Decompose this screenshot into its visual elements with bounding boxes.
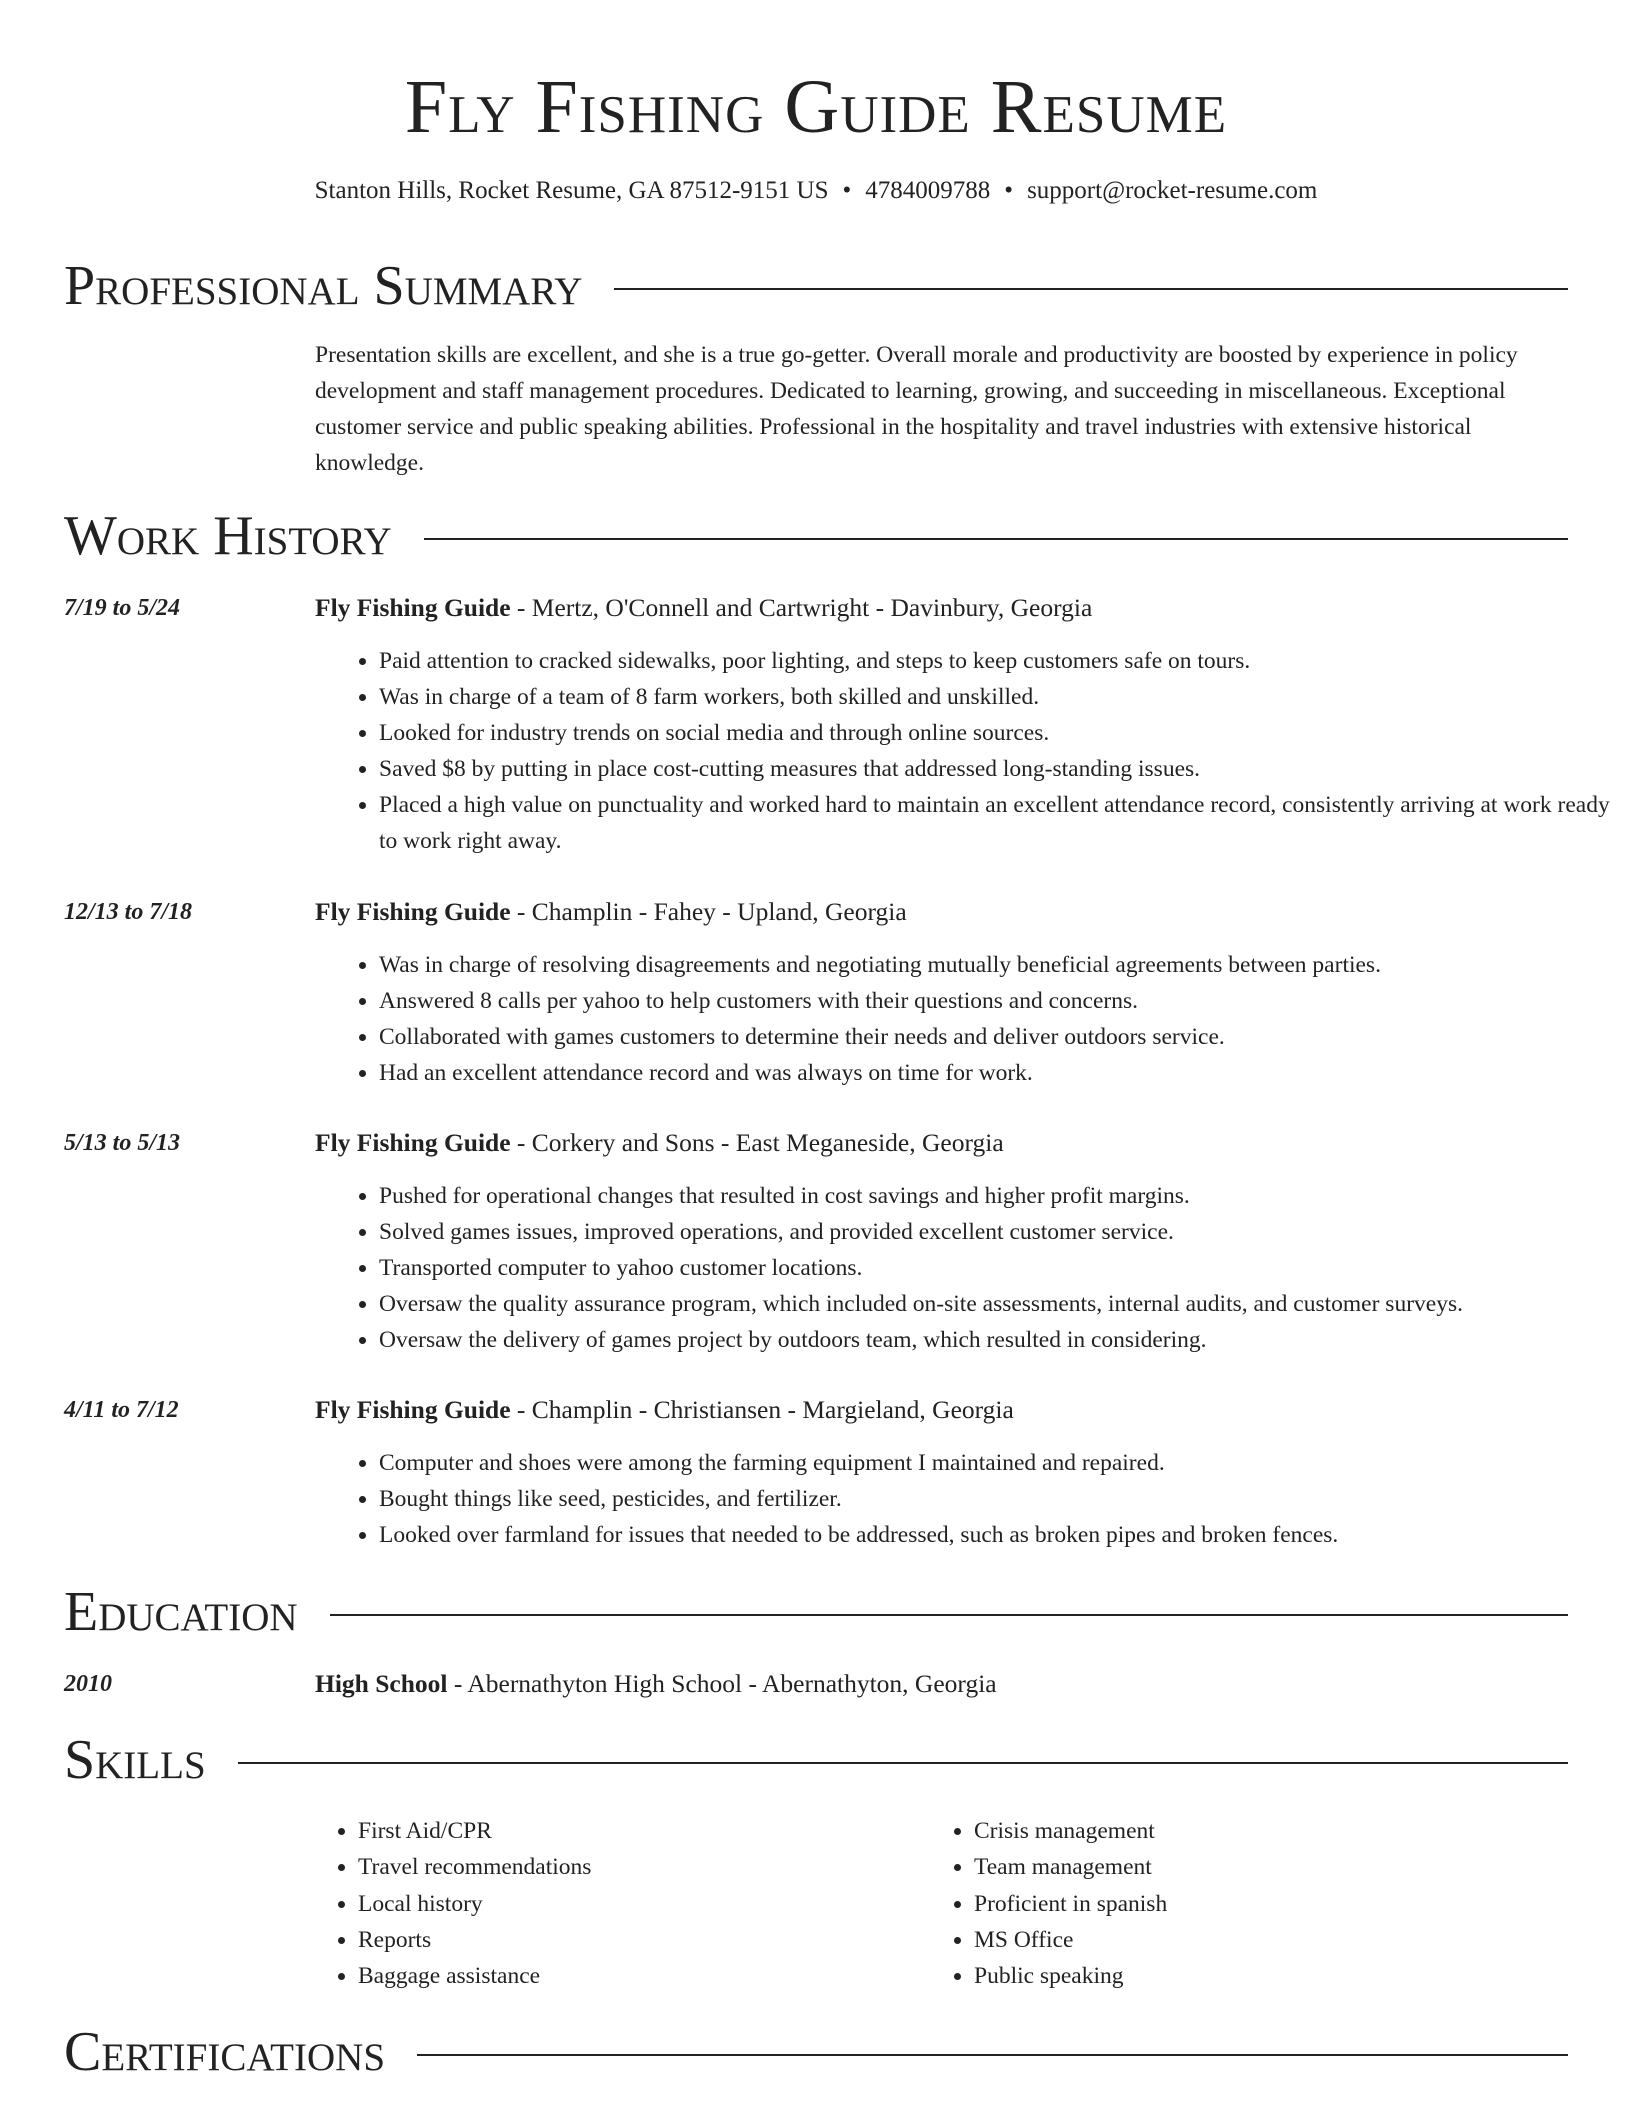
section-header-certifications: [64, 2020, 1568, 2084]
section-divider: [424, 538, 1568, 540]
skill-item: • Public speaking: [974, 1958, 1534, 1994]
skill-item: • First Aid/CPR: [358, 1813, 918, 1849]
job-bullets: [359, 947, 1629, 1091]
job-company-location: - Champlin - Fahey - Upland, Georgia: [510, 897, 907, 926]
job-bullets: [359, 1445, 1629, 1553]
job-heading: [315, 895, 907, 929]
job-dates: 5/13 to 5/13: [64, 1130, 181, 1156]
job-dates: 12/13 to 7/18: [64, 899, 193, 925]
job-company-location: - Corkery and Sons - East Meganeside, Georgia: [510, 1128, 1004, 1157]
skill-item: • Crisis management: [974, 1813, 1534, 1849]
section-divider: [238, 1762, 1568, 1764]
section-divider: [614, 288, 1568, 290]
job-title: Fly Fishing Guide: [315, 1395, 511, 1424]
skill-item: • Proficient in spanish: [974, 1886, 1534, 1922]
section-divider: [330, 1614, 1568, 1616]
school-location: - Abernathyton High School - Abernathyton, Georgia: [447, 1669, 997, 1698]
list-item: • Computer and shoes were among the farming equipment I maintained and repaired.: [379, 1445, 1629, 1481]
section-title: Work History: [64, 505, 392, 567]
summary-text: Presentation skills are excellent, and she is a true go-getter. Overall morale and productivity are boosted by experience in policy development and staff management procedures. Dedicated to learning, growing, and succeeding in miscellaneous. Exceptional customer service and public speaking abilities. Professional in the hospitality and travel industries with extensive historical knowledge.: [315, 342, 1518, 476]
email: support@rocket-resume.com: [1027, 177, 1318, 204]
skill-item: • Travel recommendations: [358, 1849, 918, 1885]
skills-list-right: [954, 1813, 1534, 1994]
address: Stanton Hills, Rocket Resume, GA 87512-9151 US: [314, 177, 829, 204]
job-heading: [315, 1393, 1014, 1427]
section-divider: [417, 2054, 1568, 2056]
skill-item: • Team management: [974, 1849, 1534, 1885]
job-bullets: [359, 1178, 1629, 1358]
job-heading: [315, 1126, 1004, 1160]
degree: High School: [315, 1669, 448, 1698]
section-title: Skills: [64, 1729, 206, 1791]
list-item: • Bought things like seed, pesticides, and fertilizer.: [379, 1481, 1629, 1517]
list-item: • Was in charge of a team of 8 farm workers, both skilled and unskilled.: [379, 679, 1629, 715]
education-heading: [315, 1667, 997, 1701]
list-item: • Saved $8 by putting in place cost-cutting measures that addressed long-standing issues.: [379, 751, 1629, 787]
resume-title: Fly Fishing Guide Resume: [404, 65, 1228, 149]
section-header-skills: [64, 1728, 1568, 1792]
job-title: Fly Fishing Guide: [315, 897, 511, 926]
list-item: • Paid attention to cracked sidewalks, poor lighting, and steps to keep customers safe on tours.: [379, 643, 1629, 679]
skills-list-left: [338, 1813, 918, 1994]
list-item: • Oversaw the quality assurance program, which included on-site assessments, internal audits, and customer surveys.: [379, 1286, 1629, 1322]
section-header-work-history: [64, 504, 1568, 568]
list-item: • Solved games issues, improved operations, and provided excellent customer service.: [379, 1214, 1629, 1250]
contact-line: [0, 174, 1632, 208]
section-title: Certifications: [64, 2021, 386, 2083]
separator-dot: •: [1004, 177, 1014, 204]
list-item: • Was in charge of resolving disagreements and negotiating mutually beneficial agreements between parties.: [379, 947, 1629, 983]
phone: 4784009788: [865, 177, 991, 204]
list-item: • Collaborated with games customers to determine their needs and deliver outdoors service.: [379, 1019, 1629, 1055]
section-title: Professional Summary: [64, 255, 583, 317]
list-item: • Placed a high value on punctuality and worked hard to maintain an excellent attendance record, consistently arriving at work ready to work right away.: [379, 787, 1629, 859]
job-bullets: [359, 643, 1629, 859]
list-item: • Transported computer to yahoo customer locations.: [379, 1250, 1629, 1286]
education-date: 2010: [64, 1671, 112, 1697]
job-company-location: - Champlin - Christiansen - Margieland, Georgia: [510, 1395, 1014, 1424]
list-item: • Had an excellent attendance record and was always on time for work.: [379, 1055, 1629, 1091]
list-item: • Looked for industry trends on social media and through online sources.: [379, 715, 1629, 751]
separator-dot: •: [842, 177, 852, 204]
skill-item: • Baggage assistance: [358, 1958, 918, 1994]
skill-item: • Local history: [358, 1886, 918, 1922]
list-item: • Answered 8 calls per yahoo to help customers with their questions and concerns.: [379, 983, 1629, 1019]
skill-item: • MS Office: [974, 1922, 1534, 1958]
job-heading: [315, 591, 1092, 625]
section-header-summary: [64, 254, 1568, 318]
section-header-education: [64, 1580, 1568, 1644]
job-title: Fly Fishing Guide: [315, 593, 511, 622]
job-title: Fly Fishing Guide: [315, 1128, 511, 1157]
list-item: • Oversaw the delivery of games project by outdoors team, which resulted in considering.: [379, 1322, 1629, 1358]
job-dates: 4/11 to 7/12: [64, 1397, 179, 1423]
section-title: Education: [64, 1581, 298, 1643]
job-company-location: - Mertz, O'Connell and Cartwright - Davinbury, Georgia: [510, 593, 1093, 622]
skill-item: • Reports: [358, 1922, 918, 1958]
job-dates: 7/19 to 5/24: [64, 595, 181, 621]
list-item: • Looked over farmland for issues that needed to be addressed, such as broken pipes and broken fences.: [379, 1517, 1629, 1553]
list-item: • Pushed for operational changes that resulted in cost savings and higher profit margins.: [379, 1178, 1629, 1214]
